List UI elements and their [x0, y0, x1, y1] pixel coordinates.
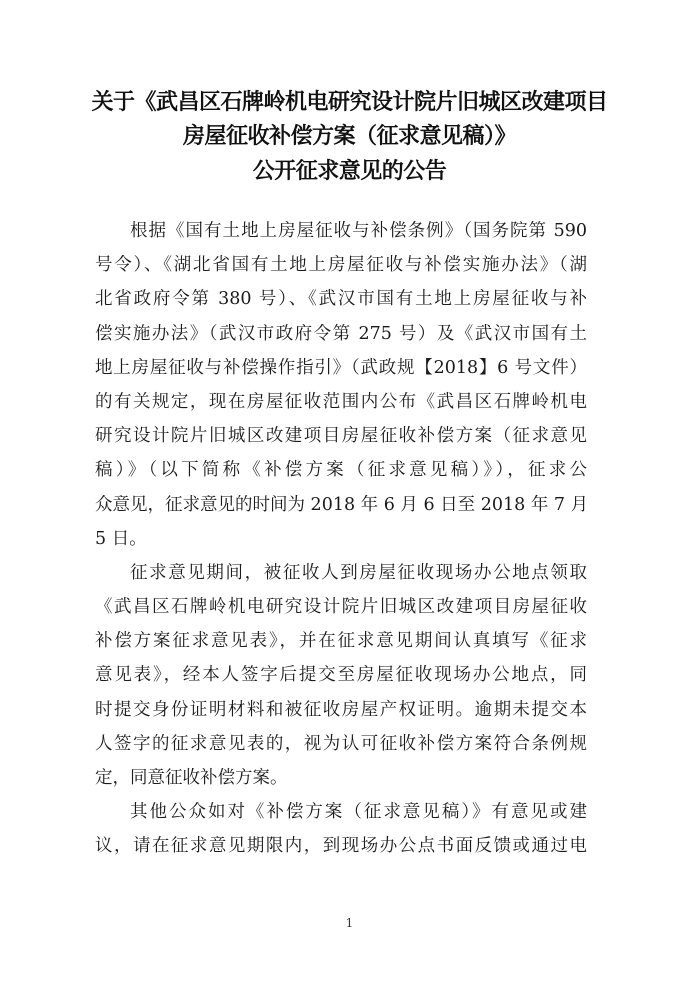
paragraph-1-line: 稿）》（以下简称《补偿方案（征求意见稿）》），征求公 [95, 460, 587, 481]
paragraph-2-line: 补偿方案征求意见表》，并在征求意见期间认真填写《征求 [95, 631, 587, 652]
paragraph-1-line: 研究设计院片旧城区改建项目房屋征收补偿方案（征求意见 [95, 426, 587, 447]
paragraph-1-line: 地上房屋征收与补偿操作指引》（武政规【2018】6 号文件） [95, 357, 587, 378]
paragraph-2-line: 意见表》，经本人签字后提交至房屋征收现场办公地点，同 [95, 665, 587, 686]
paragraph-2-line: 时提交身份证明材料和被征收房屋产权证明。逾期未提交本 [95, 699, 587, 720]
paragraph-2-line: 《武昌区石牌岭机电研究设计院片旧城区改建项目房屋征收 [95, 597, 587, 618]
paragraph-2-line: 定，同意征收补偿方案。 [95, 768, 288, 788]
paragraph-3-line: 其他公众如对《补偿方案（征求意见稿）》有意见或建 [130, 802, 587, 823]
paragraph-2-line: 征求意见期间，被征收人到房屋征收现场办公地点领取 [130, 562, 587, 583]
paragraph-1-line: 北省政府令第 380 号）、《武汉市国有土地上房屋征收与补 [95, 289, 587, 310]
paragraph-1-line: 的有关规定，现在房屋征收范围内公布《武昌区石牌岭机电 [95, 391, 587, 412]
paragraph-3-line: 议，请在征求意见期限内，到现场办公点书面反馈或通过电 [95, 836, 587, 857]
paragraph-1-line: 偿实施办法》（武汉市政府令第 275 号）及《武汉市国有土 [95, 323, 587, 344]
title-line-2: 房屋征收补偿方案（征求意见稿）》 [182, 124, 516, 149]
paragraph-1-line: 众意见，征求意见的时间为 2018 年 6 月 6 日至 2018 年 7 月 [95, 494, 589, 515]
page-number: 1 [345, 916, 354, 930]
paragraph-1-line: 号令）、《湖北省国有土地上房屋征收与补偿实施办法》（湖 [95, 255, 587, 276]
paragraph-1-line: 根据《国有土地上房屋征收与补偿条例》（国务院第 590 [130, 221, 587, 241]
title-line-3: 公开征求意见的公告 [252, 159, 447, 184]
paragraph-1-line: 5 日。 [95, 528, 147, 549]
paragraph-2-line: 人签字的征求意见表的，视为认可征收补偿方案符合条例规 [95, 733, 587, 754]
title-line-1: 关于《武昌区石牌岭机电研究设计院片旧城区改建项目 [91, 90, 608, 115]
body-text [95, 214, 587, 864]
